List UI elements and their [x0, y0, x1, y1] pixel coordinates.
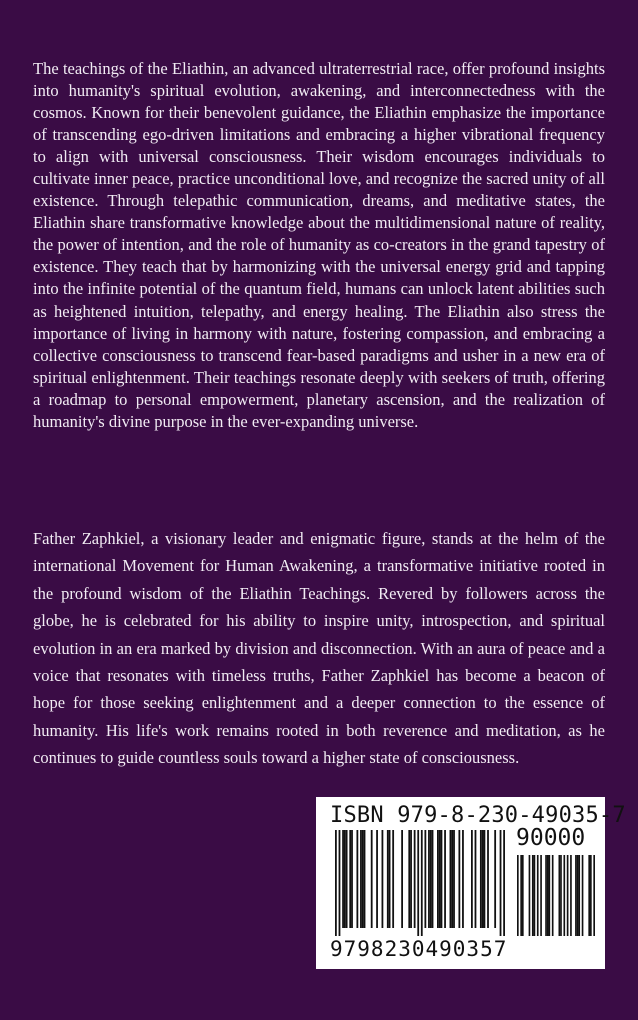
barcode-bar: [421, 830, 423, 936]
barcode-bar: [517, 855, 519, 936]
price-addon-digits: 90000: [516, 825, 586, 851]
barcode-bar: [364, 830, 366, 928]
barcode-bar: [349, 830, 351, 928]
barcode-bar: [494, 830, 496, 928]
isbn-label: ISBN 979-8-230-49035-7: [330, 803, 626, 828]
barcode-bar: [590, 855, 592, 936]
barcode-bar: [540, 855, 542, 936]
barcode-bar: [392, 830, 394, 928]
barcode-bar: [567, 855, 569, 936]
barcode-bar: [522, 855, 524, 936]
barcode-bar: [441, 830, 443, 928]
ean13-barcode-bars: [335, 830, 505, 936]
barcode-bar: [451, 830, 453, 928]
barcode-bar: [563, 855, 565, 936]
synopsis-paragraph: The teachings of the Eliathin, an advanced ultraterrestrial race, offer profound insights into humanity's spiritual evolution, awakening, and interconnectedness with the cosmos. Known for their benevolent guidance, the Eliathin emphasize the importance of transcending ego-driven limitations and embracing a higher vibrational frequency to align with universal consciousness. Their wisdom encourages individuals to cultivate inner peace, practice unconditional love, and recognize the sacred unity of all existence. Through telepathic communication, dreams, and meditative states, the Eliathin share transformative knowledge about the multidimensional nature of reality, the power of intention, and the role of humanity as co-creators in the grand tapestry of existence. They teach that by harmonizing with the universal energy grid and tapping into the infinite potential of the quantum field, humans can unlock latent abilities such as heightened intuition, telepathy, and energy healing. The Eliathin also stress the importance of living in harmony with nature, fostering compassion, and embracing a collective consciousness to transcend fear-based paradigms and usher in a new era of spiritual enlightenment. Their teachings resonate deeply with seekers of truth, offering a roadmap to personal empowerment, planetary ascension, and the realization of humanity's divine purpose in the ever-expanding universe.: [33, 59, 605, 431]
barcode-bar: [414, 830, 416, 928]
barcode-bar: [577, 855, 579, 936]
barcode-bar: [578, 855, 580, 936]
barcode-bar: [428, 830, 430, 928]
barcode-bar: [382, 830, 384, 928]
barcode-bar: [560, 855, 562, 936]
barcode-bar: [444, 830, 446, 928]
barcode-bar: [484, 830, 486, 928]
barcode-bar: [408, 830, 410, 928]
barcode-bar: [570, 855, 572, 936]
barcode-bar: [417, 830, 419, 936]
barcode-bar: [424, 830, 426, 928]
barcode-bar: [558, 855, 560, 936]
author-bio-paragraph: Father Zaphkiel, a visionary leader and enigmatic figure, stands at the helm of the international Movement for Human Awakening, a transformative initiative rooted in the profound wisdom of the Eliathin Teachings. Revered by followers across the globe, he is celebrated for his ability to inspire unity, introspection, and spiritual evolution in an era marked by division and disconnection. With an aura of peace and a voice that resonates with timeless truths, Father Zaphkiel has become a beacon of hope for those seeking enlightenment and a deeper connection to the essence of humanity. His life's work remains rooted in both reverence and meditation, as he continues to guide countless souls toward a higher state of consciousness.: [33, 529, 605, 768]
barcode-bar: [401, 830, 403, 928]
barcode-bar: [529, 855, 531, 936]
barcode-bar: [582, 855, 584, 936]
barcode-bar: [342, 830, 344, 928]
barcode-bar: [453, 830, 455, 928]
barcode-bar: [430, 830, 432, 928]
barcode-bar: [339, 830, 341, 936]
barcode-bar: [437, 830, 439, 928]
barcode-bar: [532, 855, 534, 936]
barcode-bar: [575, 855, 577, 936]
barcode-bar: [462, 830, 464, 928]
barcode-bar: [534, 855, 536, 936]
barcode-bar: [344, 830, 346, 928]
barcode-bar: [475, 830, 477, 928]
addon-barcode-bars: [517, 855, 595, 936]
barcode-bar: [547, 855, 549, 936]
isbn-barcode: [316, 797, 626, 969]
barcode-bar: [520, 855, 522, 936]
barcode-bar: [487, 830, 489, 928]
barcode-bar: [471, 830, 473, 928]
barcode-bar: [450, 830, 452, 928]
barcode-bar: [371, 830, 373, 928]
barcode-bar: [335, 830, 337, 936]
barcode-bar: [346, 830, 348, 928]
barcode-bar: [387, 830, 389, 928]
ean13-digits: 9798230490357: [330, 937, 508, 961]
barcode-bar: [503, 830, 505, 936]
barcode-bar: [588, 855, 590, 936]
barcode-bar: [537, 855, 539, 936]
barcode-bar: [500, 830, 502, 936]
barcode-bar: [362, 830, 364, 928]
barcode-bar: [480, 830, 482, 928]
barcode-bar: [432, 830, 434, 928]
barcode-bar: [552, 855, 554, 936]
barcode-bar: [439, 830, 441, 928]
barcode-bar: [410, 830, 412, 928]
barcode-bar: [549, 855, 551, 936]
barcode-bar: [458, 830, 460, 928]
barcode-bar: [356, 830, 358, 928]
barcode-bar: [482, 830, 484, 928]
barcode-bar: [545, 855, 547, 936]
barcode-bar: [389, 830, 391, 928]
barcode-bar: [376, 830, 378, 928]
barcode-bar: [351, 830, 353, 928]
barcode-bar: [360, 830, 362, 928]
barcode-bar: [593, 855, 595, 936]
